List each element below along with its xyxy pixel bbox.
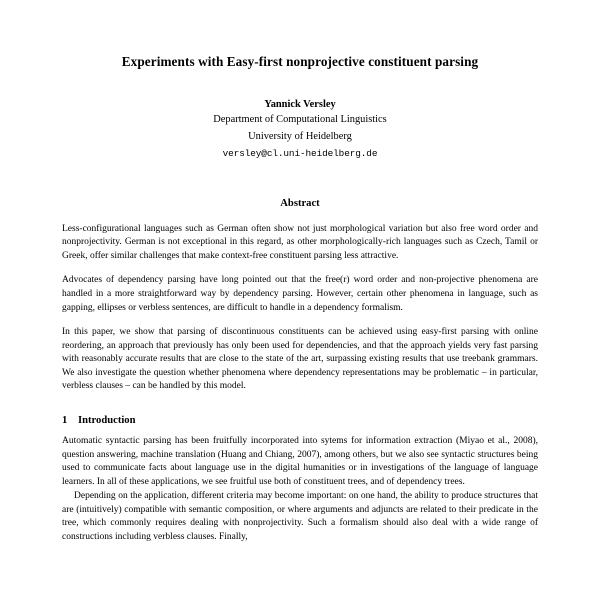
section-heading-introduction	[62, 415, 538, 426]
abstract-paragraph: In this paper, we show that parsing of discontinuous constituents can be achieved using easy-first parsing with online reordering, an approach that previously has only been used for dependencies, and that the approach yields very fast parsing with reasonably accurate results that are close to the state of the art, surpassing existing results that use treebank grammars. We also investigate the question whether phenomena where dependency representations may be problematic – in particular, verbless clauses – can be handled by this model.	[62, 327, 538, 392]
abstract-paragraph: Advocates of dependency parsing have long pointed out that the free(r) word order and non-projective phenomena are handled in a more straightforward way by dependency parsing. However, certain other phenomena in language, such as gapping, ellipses or verbless sentences, are difficult to handle in a dependency formalism.	[62, 275, 538, 313]
section-number: 1	[62, 415, 68, 427]
page-title: Experiments with Easy-first nonprojective constituent parsing	[121, 54, 479, 69]
affiliation-university: University of Heidelberg	[248, 130, 352, 142]
section-body-introduction	[62, 435, 538, 545]
abstract-body	[62, 223, 538, 394]
author-name: Yannick Versley	[264, 99, 336, 110]
abstract-paragraph: Less-configurational languages such as German often show not just morphological variation but also free word order and nonprojectivity. German is not exceptional in this regard, as other morphologically-rich languages such as Czech, Tamil or Greek, offer similar challenges that make context-free constituent parsing less attractive.	[62, 223, 538, 261]
abstract-heading: Abstract	[280, 197, 320, 209]
affiliation-department: Department of Computational Linguistics	[213, 114, 387, 125]
author-email: versley@cl.uni-heidelberg.de	[222, 147, 378, 159]
body-paragraph: Depending on the application, different criteria may become important: on one hand, the ability to produce structures that are (intuitively) compatible with semantic composition, or where arguments and adjuncts are related to their predicate in the tree, which commonly requires dealing with nonprojectivity. Such a formalism should also deal with a wide range of constructions including verbless clauses. Finally,	[62, 491, 538, 543]
body-paragraph: Automatic syntactic parsing has been fruitfully incorporated into sytems for information extraction (Miyao et al., 2008), question answering, machine translation (Huang and Chiang, 2007), among others, but we also see syntactic structures being used to communicate facts about language use in the digital humanities or in investigations of the language of language learners. In all of these applications, we see fruitful use both of constituent trees, and of dependency trees.	[62, 436, 538, 487]
section-title: Introduction	[78, 415, 136, 427]
